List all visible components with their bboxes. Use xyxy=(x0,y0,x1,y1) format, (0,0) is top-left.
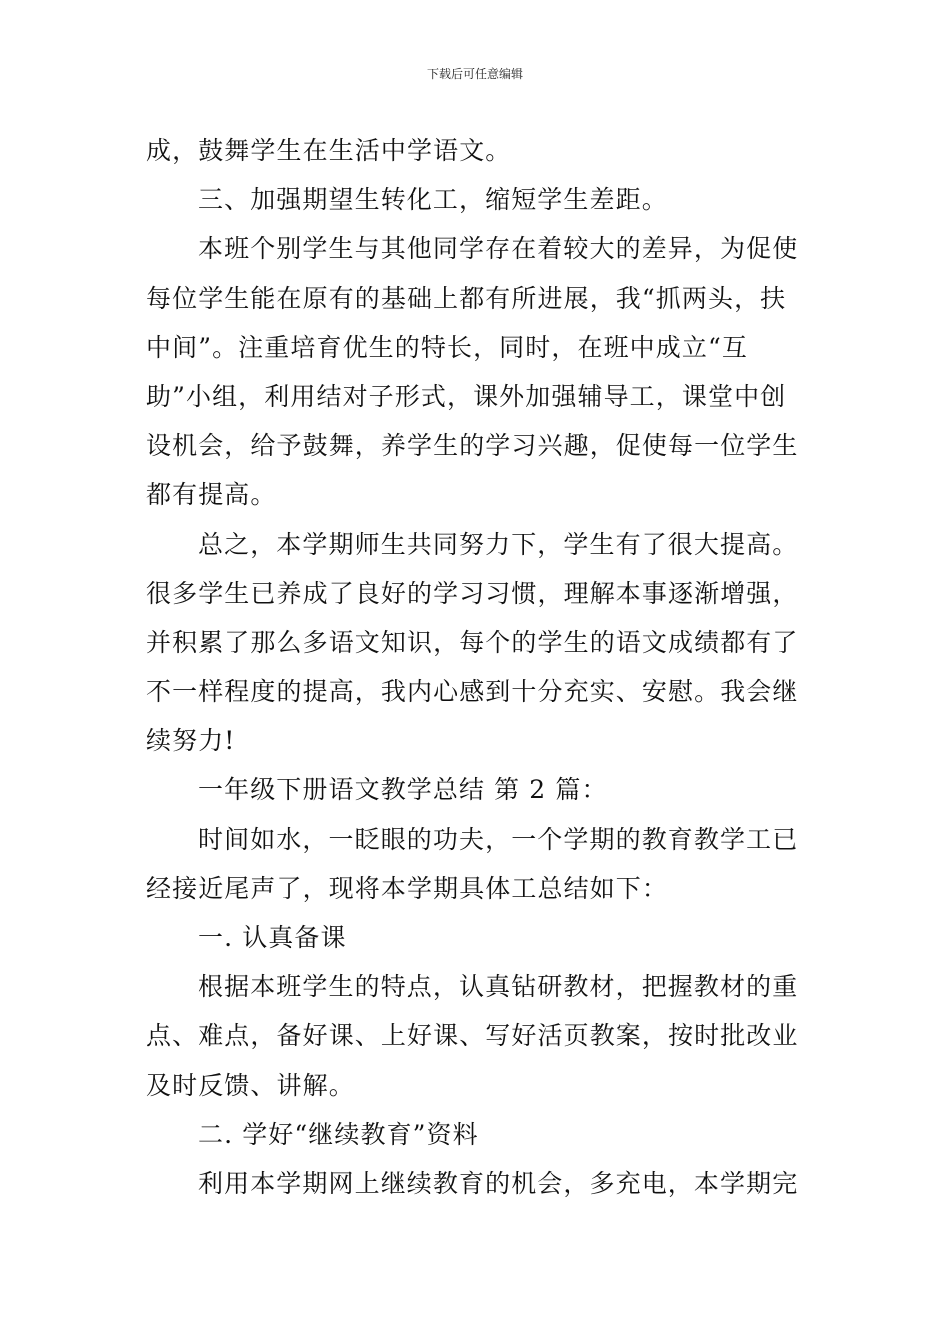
text-line: 续努力! xyxy=(146,726,236,756)
text-line: 中间”。注重培育优生的特长，同时，在班中成立“互 xyxy=(146,332,748,362)
text-line: 都有提高。 xyxy=(146,480,277,510)
body-text xyxy=(146,126,808,1208)
text-line: 一年级下册语文教学总结 第 2 篇： xyxy=(198,775,608,805)
text-line: 及时反馈、讲解。 xyxy=(146,1070,355,1100)
text-line: 根据本班学生的特点，认真钻研教材，把握教材的重 xyxy=(198,972,799,1002)
text-line: 设机会，给予鼓舞，养学生的学习兴趣，促使每一位学生 xyxy=(146,431,799,461)
text-line: 利用本学期网上继续教育的机会，多充电，本学期完 xyxy=(198,1168,799,1198)
text-line: 本班个别学生与其他同学存在着较大的差异，为促使 xyxy=(198,234,799,264)
text-line: 每位学生能在原有的基础上都有所进展，我“抓两头，扶 xyxy=(146,283,787,313)
text-line: 点、难点，备好课、上好课、写好活页教案，按时批改业 xyxy=(146,1021,799,1051)
text-line: 时间如水，一眨眼的功夫，一个学期的教育教学工已 xyxy=(198,824,799,854)
text-line: 助”小组，利用结对子形式，课外加强辅导工，课堂中创 xyxy=(146,381,787,411)
text-line: 二. 学好“继续教育”资料 xyxy=(198,1119,479,1149)
text-line: 经接近尾声了，现将本学期具体工总结如下： xyxy=(146,873,669,903)
text-line: 成，鼓舞学生在生活中学语文。 xyxy=(146,136,512,165)
text-line: 并积累了那么多语文知识，每个的学生的语文成绩都有了 xyxy=(146,627,799,657)
text-line: 三、加强期望生转化工，缩短学生差距。 xyxy=(198,185,668,215)
text-line: 很多学生已养成了良好的学习习惯，理解本事逐渐增强， xyxy=(146,578,799,608)
text-line: 不一样程度的提高，我内心感到十分充实、安慰。我会继 xyxy=(146,677,799,707)
text-line: 总之，本学期师生共同努力下，学生有了很大提高。 xyxy=(198,529,799,559)
text-line: 一. 认真备课 xyxy=(198,923,347,952)
page-header: 下载后可任意编辑 xyxy=(426,67,523,81)
